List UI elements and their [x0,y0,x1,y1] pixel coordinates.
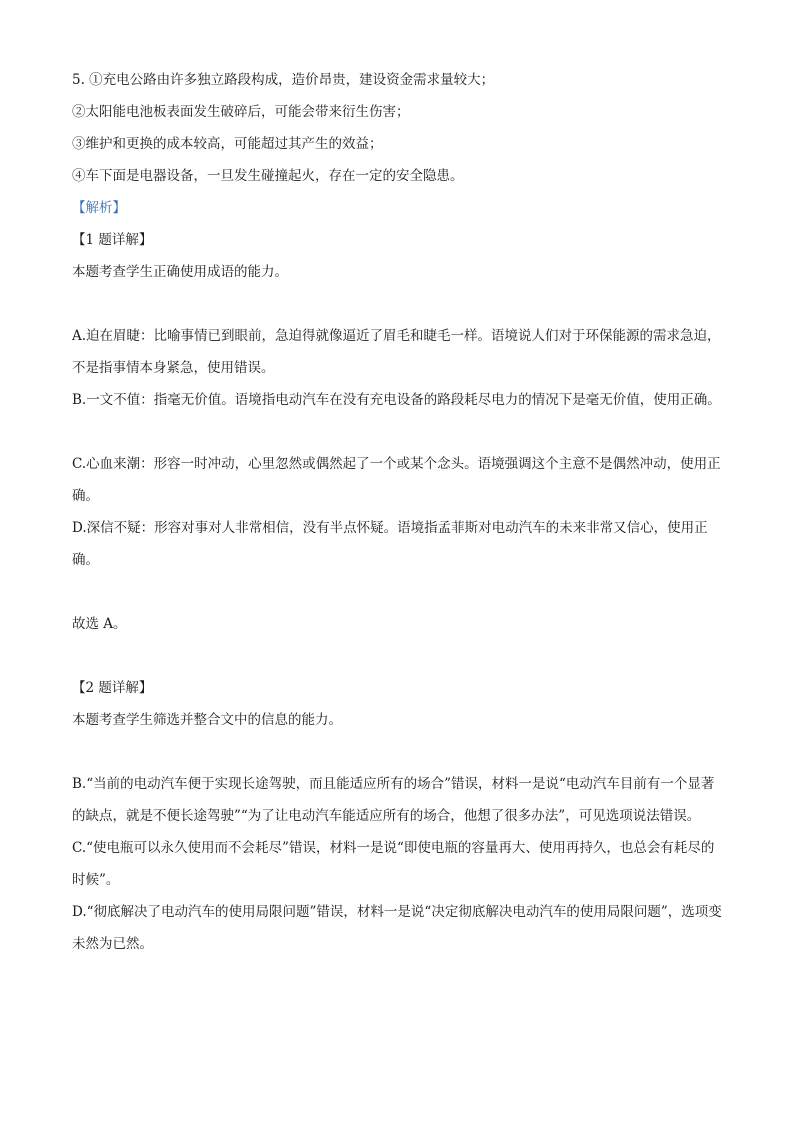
q5-line-2: ②太阳能电池板表面发生破碎后，可能会带来衍生伤害； [72,104,410,120]
q2-option-d: D.“彻底解决了电动汽车的使用局限问题”错误，材料一是说“决定彻底解决电动汽车的使用局限问题”，选项变未然为已然。 [72,904,722,952]
page-content [72,64,722,960]
blank-line [72,640,722,672]
blank-line [72,288,722,320]
q1-option-c: C.心血来潮：形容一时冲动，心里忽然或偶然起了一个或某个念头。语境强调这个主意不是偶然冲动，使用正确。 [72,456,721,504]
q5-line-4: ④车下面是电器设备，一旦发生碰撞起火，存在一定的安全隐患。 [72,168,464,184]
q1-option-b: B.一文不值：指毫无价值。语境指电动汽车在没有充电设备的路段耗尽电力的情况下是毫无价值，使用正确。 [72,392,721,408]
q5-line-3: ③维护和更换的成本较高，可能超过其产生的效益； [72,136,383,152]
q2-option-b: B.“当前的电动汽车便于实现长途驾驶，而且能适应所有的场合”错误，材料一是说“电动汽车目前有一个显著的缺点，就是不便长途驾驶”“为了让电动汽车能适应所有的场合，他想了很多办法”，可见选项说法错误。 [72,776,715,824]
q1-option-d: D.深信不疑：形容对事对人非常相信，没有半点怀疑。语境指孟菲斯对电动汽车的未来非常又信心，使用正确。 [72,520,708,568]
q1-option-a: A.迫在眉睫：比喻事情已到眼前，急迫得就像逼近了眉毛和睫毛一样。语境说人们对于环保能源的需求急迫，不是指事情本身紧急，使用错误。 [72,328,721,376]
blank-line [72,576,722,608]
q1-heading: 【1 题详解】 [72,232,153,248]
q5-line-1: 5. ①充电公路由许多独立路段构成，造价昂贵，建设资金需求量较大； [72,72,495,88]
analysis-label: 【解析】 [72,200,126,216]
q1-intro: 本题考查学生正确使用成语的能力。 [72,264,288,280]
q2-option-c: C.“使电瓶可以永久使用而不会耗尽”错误，材料一是说“即使电瓶的容量再大、使用再持久，也总会有耗尽的时候”。 [72,840,715,888]
q2-heading: 【2 题详解】 [72,680,153,696]
blank-line [72,416,722,448]
q1-answer: 故选 A。 [72,616,127,632]
q2-intro: 本题考查学生筛选并整合文中的信息的能力。 [72,712,342,728]
blank-line [72,736,722,768]
